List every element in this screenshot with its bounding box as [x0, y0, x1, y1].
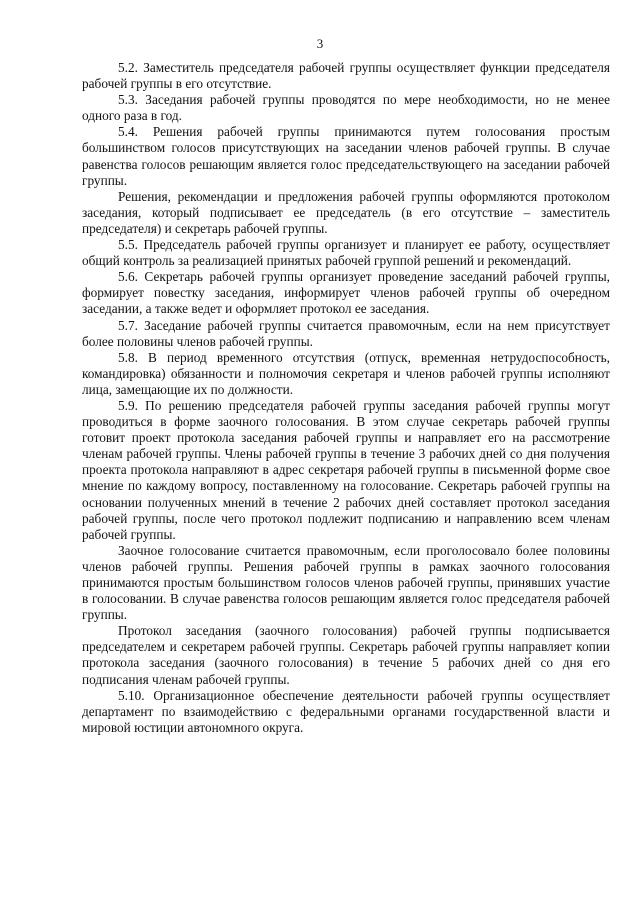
paragraph-absentee-protocol: Протокол заседания (заочного голосования) рабочей группы подписывается председателем и секретарем рабочей группы. Секретарь рабочей группы направляет копии протокола заседания (заочного голосования) в течение 5 рабочих дней со дня его подписания членам рабочей группы. — [82, 623, 610, 687]
paragraph-5-7: 5.7. Заседание рабочей группы считается правомочным, если на нем присутствует более половины членов рабочей группы. — [82, 317, 610, 349]
paragraph-5-6: 5.6. Секретарь рабочей группы организует проведение заседаний рабочей группы, формирует повестку заседания, информирует членов рабочей группы об очередном заседании, а также ведет и оформляет протокол ее заседания. — [82, 269, 610, 317]
paragraph-5-3: 5.3. Заседания рабочей группы проводятся по мере необходимости, но не менее одного раза в год. — [82, 92, 610, 124]
paragraph-5-4: 5.4. Решения рабочей группы принимаются путем голосования простым большинством голосов присутствующих на заседании членов рабочей группы. В случае равенства голосов решающим является голос председательствующего на заседании рабочей группы. — [82, 124, 610, 188]
paragraph-5-10: 5.10. Организационное обеспечение деятельности рабочей группы осуществляет департамент по взаимодействию с федеральными органами государственной власти и мировой юстиции автономного округа. — [82, 687, 610, 735]
paragraph-5-8: 5.8. В период временного отсутствия (отпуск, временная нетрудоспособность, командировка) обязанности и полномочия секретаря и членов рабочей группы исполняют лица, замещающие их по должности. — [82, 349, 610, 397]
paragraph-5-9: 5.9. По решению председателя рабочей группы заседания рабочей группы могут проводиться в форме заочного голосования. В этом случае секретарь рабочей группы готовит проект протокола заседания рабочей группы и направляет его на рассмотрение членам рабочей группы. Члены рабочей группы в течение 3 рабочих дней со дня получения проекта протокола направляют в адрес секретаря рабочей группы в письменной форме свое мнение по каждому вопросу, поставленному на голосование. Секретарь рабочей группы на основании полученных мнений в течение 2 рабочих дней составляет протокол заседания рабочей группы, после чего протокол подлежит подписанию и направлению всем членам рабочей группы. — [82, 397, 610, 542]
document-body — [82, 60, 610, 736]
page-number: 3 — [316, 36, 324, 51]
paragraph-decisions-protocol: Решения, рекомендации и предложения рабочей группы оформляются протоколом заседания, который подписывает ее председатель (в его отсутствие – заместитель председателя) и секретарь рабочей группы. — [82, 188, 610, 236]
paragraph-absentee-vote: Заочное голосование считается правомочным, если проголосовало более половины членов рабочей группы. Решения рабочей группы в рамках заочного голосования принимаются простым большинством голосов членов рабочей группы, принявших участие в голосовании. В случае равенства голосов решающим является голос председателя рабочей группы. — [82, 542, 610, 623]
paragraph-5-2: 5.2. Заместитель председателя рабочей группы осуществляет функции председателя рабочей группы в его отсутствие. — [82, 60, 610, 92]
paragraph-5-5: 5.5. Председатель рабочей группы организует и планирует ее работу, осуществляет общий контроль за реализацией принятых рабочей группой решений и рекомендаций. — [82, 237, 610, 269]
